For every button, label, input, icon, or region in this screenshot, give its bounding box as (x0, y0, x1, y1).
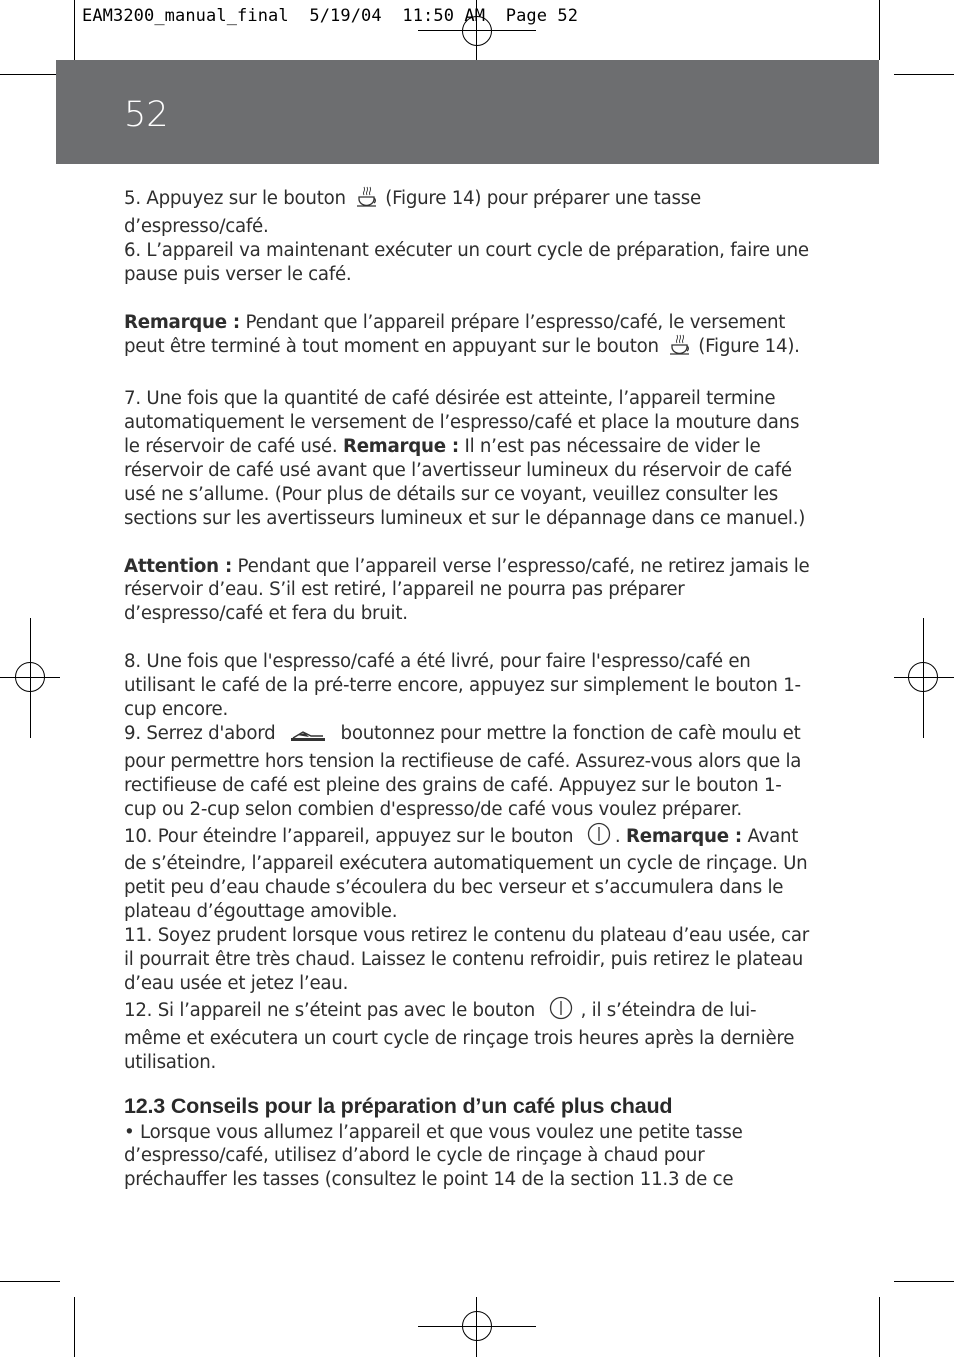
step-9 (124, 722, 812, 822)
step-12 (124, 996, 812, 1075)
step-12-text: 12. Si l’appareil ne s’éteint pas avec le bouton (124, 999, 536, 1021)
crop-mark (74, 1297, 75, 1357)
print-slug: EAM3200_manual_final 5/19/04 11:50 AM Page 52 (82, 6, 579, 26)
note-label: Remarque : (124, 311, 240, 333)
step-5 (124, 186, 812, 239)
step-11: 11. Soyez prudent lorsque vous retirez le contenu du plateau d’eau usée, car il pourrait être très chaud. Laissez le contenu refroidir, puis retirez le plateau d’eau usée et jetez l’eau. (124, 925, 810, 994)
step-9-text-b: boutonnez pour mettre la fonction de cafè moulu et pour permettre hors tension la rectifieuse de café. Assurez-vous alors que la rectifieuse de café est pleine des grains de café. Appuyez sur le bouton 1-cup ou 2-cup selon combien d'espresso/de café vous voulez préparer. (124, 722, 802, 820)
coffee-cup-icon (355, 186, 381, 215)
step-5-text: 5. Appuyez sur le bouton (124, 188, 346, 209)
step-5-text-c: d’espresso/café. (124, 215, 269, 237)
step-9-text: 9. Serrez d'abord (124, 722, 276, 744)
step-7-text-b: Il n’est pas nécessaire de vider le réservoir de café usé avant que l’avertisseur lumineux du réservoir de café usé ne s’allume. (Pour plus de détails sur ce voyant, veuillez consulter les sections sur les avertisseurs lumineux et sur le dépannage dans ce manuel.) (124, 436, 806, 529)
step-10 (124, 822, 812, 925)
step-10-dot: . (614, 825, 621, 847)
step-8: 8. Une fois que l'espresso/café a été livré, pour faire l'espresso/café en utilisant le café de la pré-terre encore, appuyez sur simplement le bouton 1-cup encore. (124, 651, 801, 720)
crop-mark (0, 1281, 60, 1282)
step-10-text-c: Avant de s’éteindre, l’appareil exécutera automatiquement un cycle de rinçage. Un petit peu d’eau chaude s’écoulera du bec verseur et s’accumulera dans le plateau d’égouttage amovible. (124, 825, 808, 923)
attention-label: Attention : (124, 555, 232, 577)
note-1-text: Pendant que l’appareil prépare l’espresso/café, le versement peut être terminé à tout moment en appuyant sur le bouton (124, 311, 786, 358)
step-7 (124, 387, 812, 530)
step-6: 6. L’appareil va maintenant exécuter un court cycle de préparation, faire une pause puis verser le café. (124, 239, 809, 285)
page-body (124, 186, 812, 1192)
power-icon (549, 996, 573, 1027)
note-1-text-b: (Figure 14). (698, 336, 800, 358)
power-icon (587, 822, 611, 853)
attention-note (124, 555, 812, 627)
note-1 (124, 311, 812, 364)
crop-mark (74, 0, 75, 60)
crop-mark (879, 0, 880, 60)
step-10-text: 10. Pour éteindre l’appareil, appuyez sur le bouton (124, 825, 574, 847)
attention-text: Pendant que l’appareil verse l’espresso/café, ne retirez jamais le réservoir d’eau. S’il est retiré, l’appareil ne pourra pas préparer d’espresso/café et fera du bruit. (124, 555, 810, 625)
step-12-text-b: , il s’éteindra de lui-même et exécutera un court cycle de rinçage trois heures après la dernière utilisation. (124, 999, 795, 1073)
page-number: 52 (124, 95, 169, 135)
page-header-band (56, 60, 879, 164)
crop-mark (894, 74, 954, 75)
crop-mark (879, 1297, 880, 1357)
step-7-text: 7. Une fois que la quantité de café désirée est atteinte, l’appareil termine automatiquement le versement de l’espresso/café et place la mouture dans le réservoir de café usé. (124, 388, 800, 458)
crop-mark (0, 74, 60, 75)
grinder-icon (289, 726, 327, 750)
section-heading: 12.3 Conseils pour la préparation d’un café plus chaud (124, 1093, 673, 1118)
step-5-text-b: (Figure 14) pour préparer une tasse (385, 188, 701, 209)
crop-mark (894, 1281, 954, 1282)
note-label: Remarque : (625, 825, 742, 847)
section-bullet: • Lorsque vous allumez l’appareil et que vous voulez une petite tasse d’espresso/café, utilisez d’abord le cycle de rinçage à chaud pour préchauffer les tasses (consultez le point 14 de la section 11.3 de ce (124, 1121, 743, 1191)
note-label: Remarque : (342, 436, 459, 458)
coffee-cup-icon (668, 334, 694, 363)
